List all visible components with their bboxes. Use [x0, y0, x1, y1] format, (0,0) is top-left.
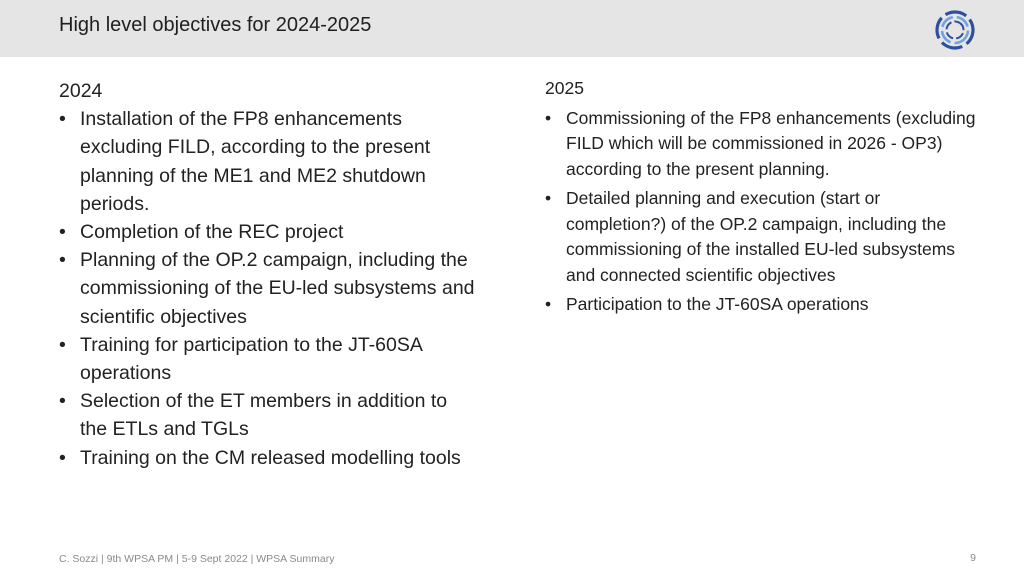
- list-item: • Completion of the REC project: [59, 221, 344, 244]
- objectives-2024-column: [59, 77, 479, 472]
- list-item: • Training on the CM released modelling tools: [59, 446, 461, 469]
- objectives-2025-list: [545, 106, 985, 318]
- eurofusion-ring-logo-icon: [933, 8, 977, 52]
- list-item: • Participation to the JT-60SA operations: [545, 294, 869, 314]
- list-item: • Planning of the OP.2 campaign, including the commissioning of the EU-led subsystems and scientific objectives: [59, 249, 475, 328]
- page-number: 9: [970, 552, 976, 564]
- list-item: • Commissioning of the FP8 enhancements (excluding FILD which will be commissioned in 2026 - OP3) according to the present planning.: [545, 107, 976, 179]
- objectives-2025-column: [545, 76, 985, 322]
- column-heading-2025: 2025: [545, 78, 584, 98]
- footer-text: C. Sozzi | 9th WPSA PM | 5-9 Sept 2022 | WPSA Summary: [59, 553, 335, 565]
- objectives-2024-list: [59, 105, 479, 472]
- list-item: • Detailed planning and execution (start or completion?) of the OP.2 campaign, including the commissioning of the installed EU-led subsystems and connected scientific objectives: [545, 188, 956, 285]
- list-item: • Installation of the FP8 enhancements excluding FILD, according to the present planning of the ME1 and ME2 shutdown periods.: [59, 108, 431, 215]
- column-heading-2024: 2024: [59, 80, 103, 102]
- page-title: High level objectives for 2024-2025: [59, 14, 372, 36]
- list-item: • Selection of the ET members in addition to the ETLs and TGLs: [59, 390, 448, 441]
- list-item: • Training for participation to the JT-60SA operations: [59, 333, 422, 385]
